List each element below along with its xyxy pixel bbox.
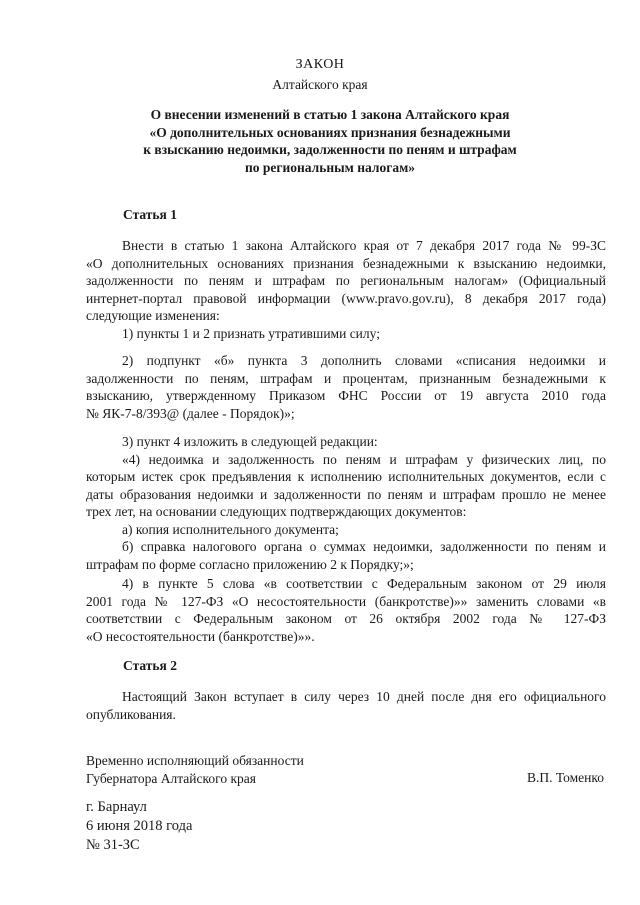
text-line: б) справка налогового органа о суммах недоимки, задолженности по пеням и bbox=[122, 539, 606, 554]
item-3 bbox=[86, 433, 606, 573]
law-number: № 31-ЗС bbox=[86, 837, 140, 853]
signatory-name: В.П. Томенко bbox=[527, 770, 604, 785]
item-1: 1) пункты 1 и 2 признать утратившими силу; bbox=[122, 325, 380, 341]
city: г. Барнаул bbox=[86, 799, 147, 815]
text-line: которым истек срок предъявления к исполнению исполнительных документов, если с bbox=[86, 469, 606, 484]
article-1-intro bbox=[86, 237, 606, 342]
item-2 bbox=[86, 352, 606, 422]
text-line: 2) подпункт «б» пункта 3 дополнить словами «списания недоимки и bbox=[122, 353, 606, 368]
text-line: «4) недоимка и задолженность по пеням и штрафам у физических лиц, по bbox=[122, 451, 606, 467]
position-line: Временно исполняющий обязанности bbox=[86, 753, 304, 768]
text-line: опубликования. bbox=[86, 706, 176, 722]
text-line: «О несостоятельности (банкротстве)»». bbox=[86, 628, 315, 644]
document-title-line: по региональным налогам» bbox=[244, 159, 416, 175]
document-title-line: к взысканию недоимки, задолженности по пеням и штрафам bbox=[143, 142, 517, 157]
text-line: задолженности по пеням и штрафам по региональным налогам» (Официальный bbox=[86, 273, 606, 288]
text-line: интернет-портал правовой информации (www.pravo.gov.ru), 8 декабря 2017 года) bbox=[86, 290, 606, 306]
item-3-intro: 3) пункт 4 изложить в следующей редакции: bbox=[122, 434, 378, 449]
item-4 bbox=[86, 575, 606, 645]
text-line: Внести в статью 1 закона Алтайского края от 7 декабря 2017 года № 99-ЗС bbox=[122, 238, 606, 253]
text-line: трех лет, на основании следующих подтверждающих документов: bbox=[86, 504, 467, 519]
text-line: соответствии с Федеральным законом от 26 октября 2002 года № 127-ФЗ bbox=[86, 611, 606, 626]
law-region: Алтайского края bbox=[272, 77, 368, 92]
document-title bbox=[95, 106, 565, 176]
text-line: 4) в пункте 5 слова «в соответствии с Федеральным законом от 29 июля bbox=[122, 576, 606, 591]
text-line: взысканию, утвержденному Приказом ФНС России от 19 августа 2010 года bbox=[86, 388, 606, 403]
text-line: № ЯК-7-8/393@ (далее - Порядок)»; bbox=[86, 405, 295, 421]
item-3-a: а) копия исполнительного документа; bbox=[122, 521, 339, 537]
position-line: Губернатора Алтайского края bbox=[86, 771, 256, 786]
document-title-line: О внесении изменений в статью 1 закона Алтайского края bbox=[150, 107, 510, 122]
article-2-heading: Статья 2 bbox=[123, 658, 177, 673]
text-line: задолженности по пеням, штрафам и процентам, признанным безнадежными к bbox=[86, 370, 606, 386]
document-footer bbox=[86, 798, 192, 855]
text-line: «О дополнительных основаниях признания безнадежными к взысканию недоимки, bbox=[86, 255, 606, 271]
text-line: Настоящий Закон вступает в силу через 10 дней после дня его официального bbox=[122, 689, 606, 704]
signatory-position bbox=[86, 752, 304, 788]
article-1-heading: Статья 1 bbox=[123, 207, 177, 222]
document-title-line: «О дополнительных основаниях признания безнадежными bbox=[149, 124, 511, 140]
date: 6 июня 2018 года bbox=[86, 818, 193, 834]
text-line: следующие изменения: bbox=[86, 308, 220, 323]
law-heading: ЗАКОН bbox=[295, 57, 345, 72]
article-2-text bbox=[86, 688, 606, 723]
text-line: 2001 года № 127-ФЗ «О несостоятельности (банкротстве)»» заменить словами «в bbox=[86, 593, 606, 609]
text-line: даты образования недоимки и задолженности по пеням и штрафам прошло не менее bbox=[86, 486, 606, 502]
text-line: штрафам по форме согласно приложению 2 к Порядку;»; bbox=[86, 556, 414, 572]
